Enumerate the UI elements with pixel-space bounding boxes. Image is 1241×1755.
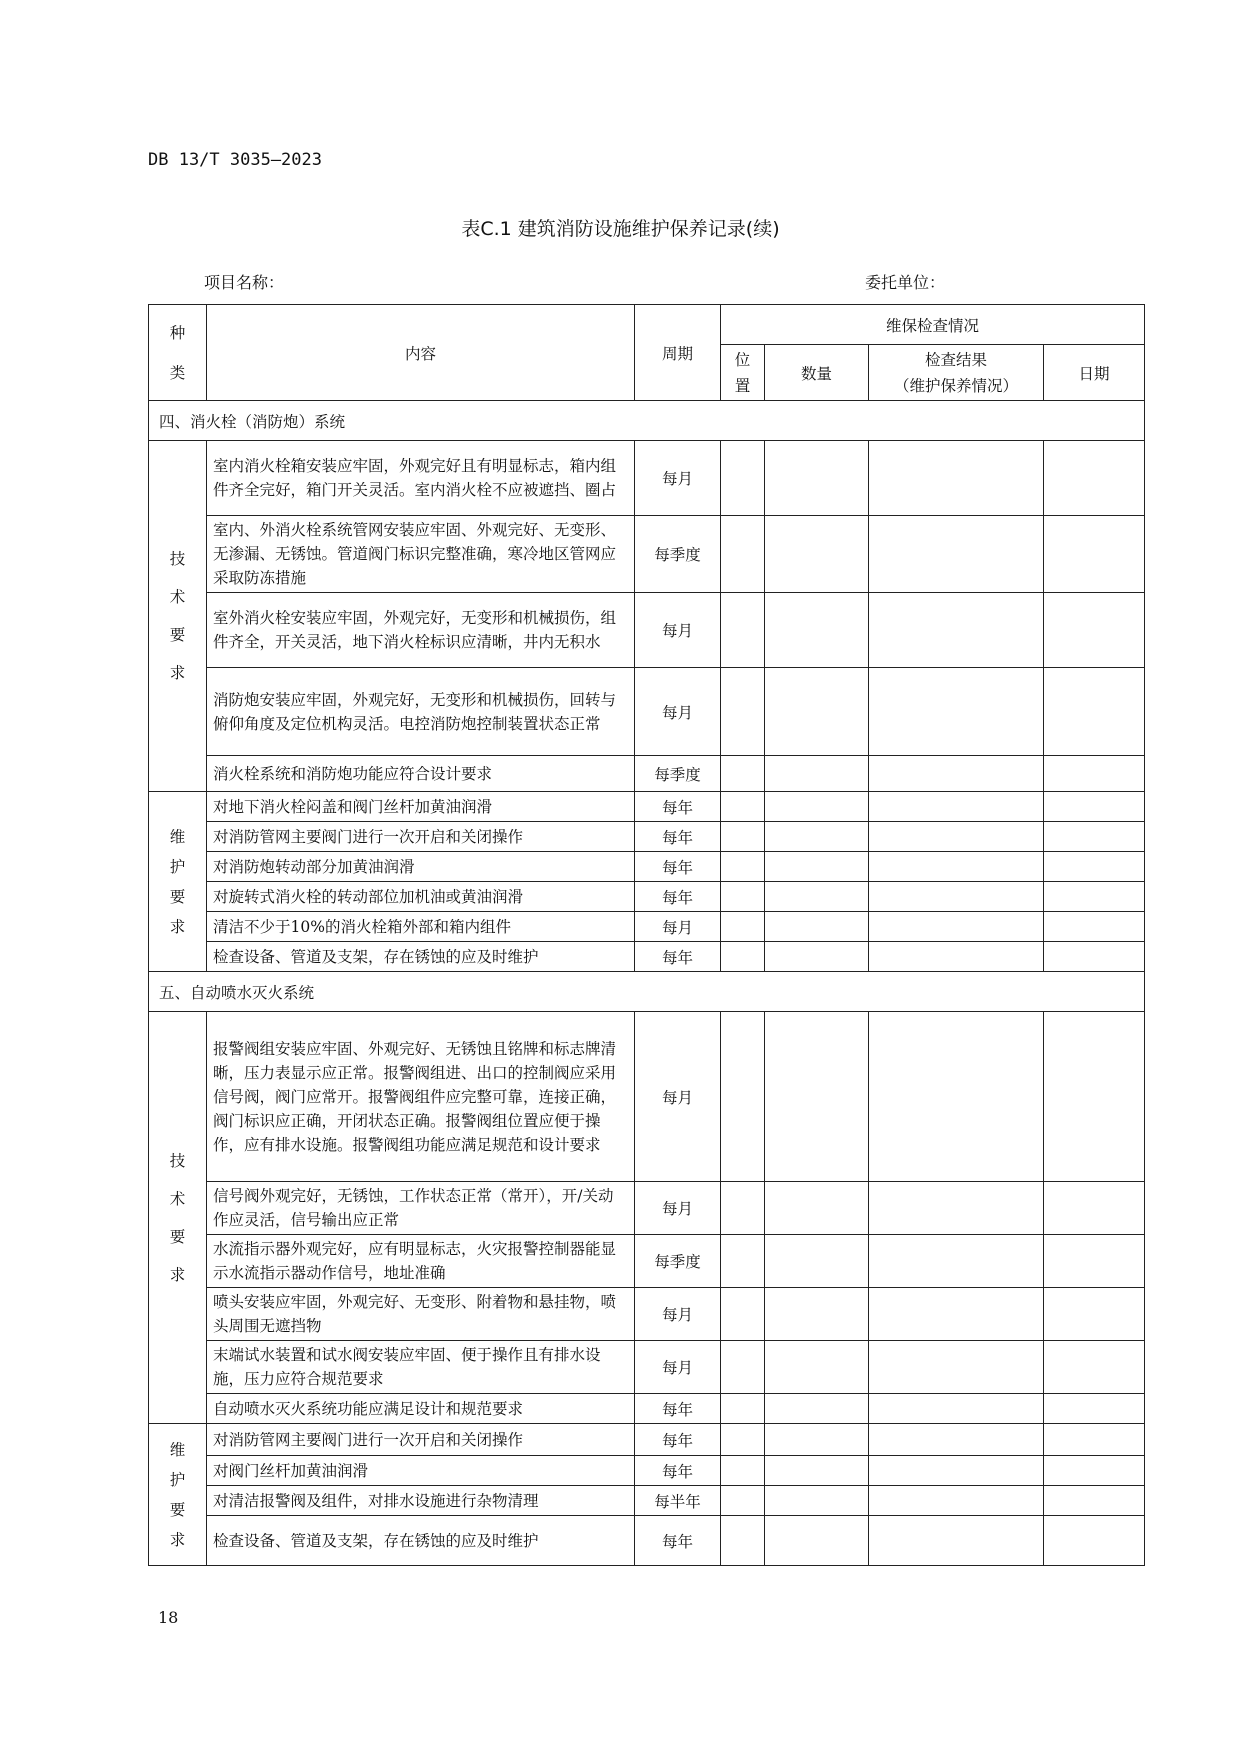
row-period: 每年 <box>635 822 721 852</box>
row-content: 对清洁报警阀及组件，对排水设施进行杂物清理 <box>207 1486 635 1516</box>
position-cell[interactable] <box>721 1288 765 1341</box>
table-row <box>149 1288 1145 1341</box>
quantity-cell[interactable] <box>765 1235 869 1288</box>
section-title-row <box>149 972 1145 1012</box>
position-cell[interactable] <box>721 912 765 942</box>
table-row <box>149 1012 1145 1182</box>
table-row <box>149 1424 1145 1456</box>
date-cell[interactable] <box>1044 441 1145 516</box>
header-period: 周期 <box>635 305 721 401</box>
row-content: 末端试水装置和试水阀安装应牢固、便于操作且有排水设施，压力应符合规范要求 <box>207 1341 635 1394</box>
quantity-cell[interactable] <box>765 882 869 912</box>
row-period: 每年 <box>635 1424 721 1456</box>
row-period: 每年 <box>635 942 721 972</box>
row-period: 每月 <box>635 1341 721 1394</box>
category-cell: 技 术 要 求 <box>149 441 207 792</box>
date-cell[interactable] <box>1044 822 1145 852</box>
date-cell[interactable] <box>1044 756 1145 792</box>
result-cell[interactable] <box>869 756 1044 792</box>
category-cell: 维 护 要 求 <box>149 1424 207 1566</box>
quantity-cell[interactable] <box>765 852 869 882</box>
result-cell[interactable] <box>869 942 1044 972</box>
position-cell[interactable] <box>721 852 765 882</box>
position-cell[interactable] <box>721 668 765 756</box>
position-cell[interactable] <box>721 1012 765 1182</box>
row-period: 每月 <box>635 668 721 756</box>
date-cell[interactable] <box>1044 912 1145 942</box>
row-content: 对消防炮转动部分加黄油润滑 <box>207 852 635 882</box>
table-row <box>149 822 1145 852</box>
quantity-cell[interactable] <box>765 1394 869 1424</box>
quantity-cell[interactable] <box>765 1456 869 1486</box>
table-row <box>149 668 1145 756</box>
header-content: 内容 <box>207 305 635 401</box>
row-period: 每月 <box>635 912 721 942</box>
row-content: 检查设备、管道及支架，存在锈蚀的应及时维护 <box>207 942 635 972</box>
date-cell[interactable] <box>1044 1424 1145 1456</box>
table-row <box>149 852 1145 882</box>
row-content: 消防炮安装应牢固，外观完好，无变形和机械损伤，回转与俯仰角度及定位机构灵活。电控消防炮控制装置状态正常 <box>207 668 635 756</box>
row-content: 对阀门丝杆加黄油润滑 <box>207 1456 635 1486</box>
row-content: 室内、外消火栓系统管网安装应牢固、外观完好、无变形、无渗漏、无锈蚀。管道阀门标识完整准确，寒冷地区管网应采取防冻措施 <box>207 516 635 593</box>
date-cell[interactable] <box>1044 1288 1145 1341</box>
position-cell[interactable] <box>721 516 765 593</box>
result-cell[interactable] <box>869 1516 1044 1566</box>
table-title: 表C.1 建筑消防设施维护保养记录(续) <box>461 218 780 240</box>
row-period: 每年 <box>635 882 721 912</box>
category-cell: 维 护 要 求 <box>149 792 207 972</box>
result-cell[interactable] <box>869 1394 1044 1424</box>
table-row <box>149 1486 1145 1516</box>
date-cell[interactable] <box>1044 1341 1145 1394</box>
position-cell[interactable] <box>721 882 765 912</box>
table-row <box>149 1456 1145 1486</box>
header-position: 位 置 <box>721 345 765 401</box>
category-cell: 技 术 要 求 <box>149 1012 207 1424</box>
row-period: 每年 <box>635 852 721 882</box>
result-cell[interactable] <box>869 1288 1044 1341</box>
date-cell[interactable] <box>1044 1235 1145 1288</box>
date-cell[interactable] <box>1044 852 1145 882</box>
result-cell[interactable] <box>869 441 1044 516</box>
position-cell[interactable] <box>721 593 765 668</box>
row-content: 水流指示器外观完好，应有明显标志，火灾报警控制器能显示水流指示器动作信号，地址准确 <box>207 1235 635 1288</box>
position-cell[interactable] <box>721 756 765 792</box>
row-period: 每季度 <box>635 1235 721 1288</box>
table-row <box>149 1516 1145 1566</box>
quantity-cell[interactable] <box>765 1486 869 1516</box>
result-cell[interactable] <box>869 1012 1044 1182</box>
page-number: 18 <box>158 1608 179 1627</box>
result-cell[interactable] <box>869 1341 1044 1394</box>
section-title-row <box>149 401 1145 441</box>
project-name-label: 项目名称： <box>204 273 285 292</box>
position-cell[interactable] <box>721 1486 765 1516</box>
row-period: 每月 <box>635 441 721 516</box>
position-cell[interactable] <box>721 1235 765 1288</box>
quantity-cell[interactable] <box>765 1182 869 1235</box>
date-cell[interactable] <box>1044 516 1145 593</box>
maintenance-record-table <box>148 304 1145 1566</box>
header-date: 日期 <box>1044 345 1145 401</box>
quantity-cell[interactable] <box>765 1516 869 1566</box>
date-cell[interactable] <box>1044 593 1145 668</box>
quantity-cell[interactable] <box>765 912 869 942</box>
row-period: 每半年 <box>635 1486 721 1516</box>
row-content: 喷头安装应牢固，外观完好、无变形、附着物和悬挂物，喷头周围无遮挡物 <box>207 1288 635 1341</box>
table-row <box>149 912 1145 942</box>
row-content: 对消防管网主要阀门进行一次开启和关闭操作 <box>207 822 635 852</box>
header-result: 检查结果 （维护保养情况） <box>869 345 1044 401</box>
date-cell[interactable] <box>1044 1516 1145 1566</box>
row-content: 清洁不少于10%的消火栓箱外部和箱内组件 <box>207 912 635 942</box>
quantity-cell[interactable] <box>765 942 869 972</box>
row-content: 检查设备、管道及支架，存在锈蚀的应及时维护 <box>207 1516 635 1566</box>
date-cell[interactable] <box>1044 1012 1145 1182</box>
row-period: 每季度 <box>635 756 721 792</box>
position-cell[interactable] <box>721 942 765 972</box>
header-quantity: 数量 <box>765 345 869 401</box>
row-content: 室外消火栓安装应牢固，外观完好，无变形和机械损伤，组件齐全，开关灵活，地下消火栓标识应清晰，井内无积水 <box>207 593 635 668</box>
quantity-cell[interactable] <box>765 1424 869 1456</box>
position-cell[interactable] <box>721 822 765 852</box>
header-category: 种 类 <box>149 305 207 401</box>
date-cell[interactable] <box>1044 792 1145 822</box>
result-cell[interactable] <box>869 1456 1044 1486</box>
row-content: 信号阀外观完好，无锈蚀，工作状态正常（常开），开/关动作应灵活，信号输出应正常 <box>207 1182 635 1235</box>
row-content: 室内消火栓箱安装应牢固，外观完好且有明显标志，箱内组件齐全完好，箱门开关灵活。室内消火栓不应被遮挡、圈占 <box>207 441 635 516</box>
position-cell[interactable] <box>721 1341 765 1394</box>
table-row <box>149 516 1145 593</box>
quantity-cell[interactable] <box>765 1341 869 1394</box>
row-period: 每年 <box>635 1394 721 1424</box>
date-cell[interactable] <box>1044 1456 1145 1486</box>
quantity-cell[interactable] <box>765 792 869 822</box>
table-row <box>149 942 1145 972</box>
row-period: 每季度 <box>635 516 721 593</box>
date-cell[interactable] <box>1044 942 1145 972</box>
position-cell[interactable] <box>721 441 765 516</box>
date-cell[interactable] <box>1044 882 1145 912</box>
result-cell[interactable] <box>869 822 1044 852</box>
quantity-cell[interactable] <box>765 593 869 668</box>
row-period: 每年 <box>635 1516 721 1566</box>
position-cell[interactable] <box>721 1456 765 1486</box>
row-period: 每月 <box>635 593 721 668</box>
row-content: 对地下消火栓闷盖和阀门丝杆加黄油润滑 <box>207 792 635 822</box>
row-content: 自动喷水灭火系统功能应满足设计和规范要求 <box>207 1394 635 1424</box>
quantity-cell[interactable] <box>765 441 869 516</box>
section-title: 五、自动喷水灭火系统 <box>149 972 1145 1012</box>
table-row <box>149 1182 1145 1235</box>
table-row <box>149 882 1145 912</box>
position-cell[interactable] <box>721 792 765 822</box>
quantity-cell[interactable] <box>765 1012 869 1182</box>
row-content: 对旋转式消火栓的转动部位加机油或黄油润滑 <box>207 882 635 912</box>
document-code: DB 13/T 3035—2023 <box>148 150 322 170</box>
result-cell[interactable] <box>869 593 1044 668</box>
date-cell[interactable] <box>1044 668 1145 756</box>
result-cell[interactable] <box>869 1235 1044 1288</box>
row-content: 对消防管网主要阀门进行一次开启和关闭操作 <box>207 1424 635 1456</box>
row-content: 报警阀组安装应牢固、外观完好、无锈蚀且铭牌和标志牌清晰，压力表显示应正常。报警阀组进、出口的控制阀应采用信号阀，阀门应常开。报警阀组件应完整可靠，连接正确，阀门标识应正确，开闭状态正确。报警阀组位置应便于操作，应有排水设施。报警阀组功能应满足规范和设计要求 <box>207 1012 635 1182</box>
result-cell[interactable] <box>869 516 1044 593</box>
date-cell[interactable] <box>1044 1182 1145 1235</box>
section-title: 四、消火栓（消防炮）系统 <box>149 401 1145 441</box>
result-cell[interactable] <box>869 852 1044 882</box>
row-period: 每月 <box>635 1012 721 1182</box>
result-cell[interactable] <box>869 912 1044 942</box>
header-row-1 <box>149 305 1145 345</box>
result-cell[interactable] <box>869 792 1044 822</box>
result-cell[interactable] <box>869 1424 1044 1456</box>
result-cell[interactable] <box>869 1182 1044 1235</box>
table-row <box>149 792 1145 822</box>
position-cell[interactable] <box>721 1424 765 1456</box>
table-row <box>149 1235 1145 1288</box>
date-cell[interactable] <box>1044 1486 1145 1516</box>
client-unit-label: 委托单位： <box>865 273 946 292</box>
quantity-cell[interactable] <box>765 516 869 593</box>
table-row <box>149 1341 1145 1394</box>
quantity-cell[interactable] <box>765 668 869 756</box>
table-row <box>149 1394 1145 1424</box>
quantity-cell[interactable] <box>765 756 869 792</box>
row-content: 消火栓系统和消防炮功能应符合设计要求 <box>207 756 635 792</box>
row-period: 每月 <box>635 1182 721 1235</box>
header-inspection-group: 维保检查情况 <box>721 305 1145 345</box>
quantity-cell[interactable] <box>765 1288 869 1341</box>
result-cell[interactable] <box>869 882 1044 912</box>
date-cell[interactable] <box>1044 1394 1145 1424</box>
result-cell[interactable] <box>869 1486 1044 1516</box>
row-period: 每月 <box>635 1288 721 1341</box>
position-cell[interactable] <box>721 1182 765 1235</box>
position-cell[interactable] <box>721 1394 765 1424</box>
quantity-cell[interactable] <box>765 822 869 852</box>
table-row <box>149 756 1145 792</box>
position-cell[interactable] <box>721 1516 765 1566</box>
table-row <box>149 441 1145 516</box>
row-period: 每年 <box>635 1456 721 1486</box>
table-row <box>149 593 1145 668</box>
result-cell[interactable] <box>869 668 1044 756</box>
row-period: 每年 <box>635 792 721 822</box>
